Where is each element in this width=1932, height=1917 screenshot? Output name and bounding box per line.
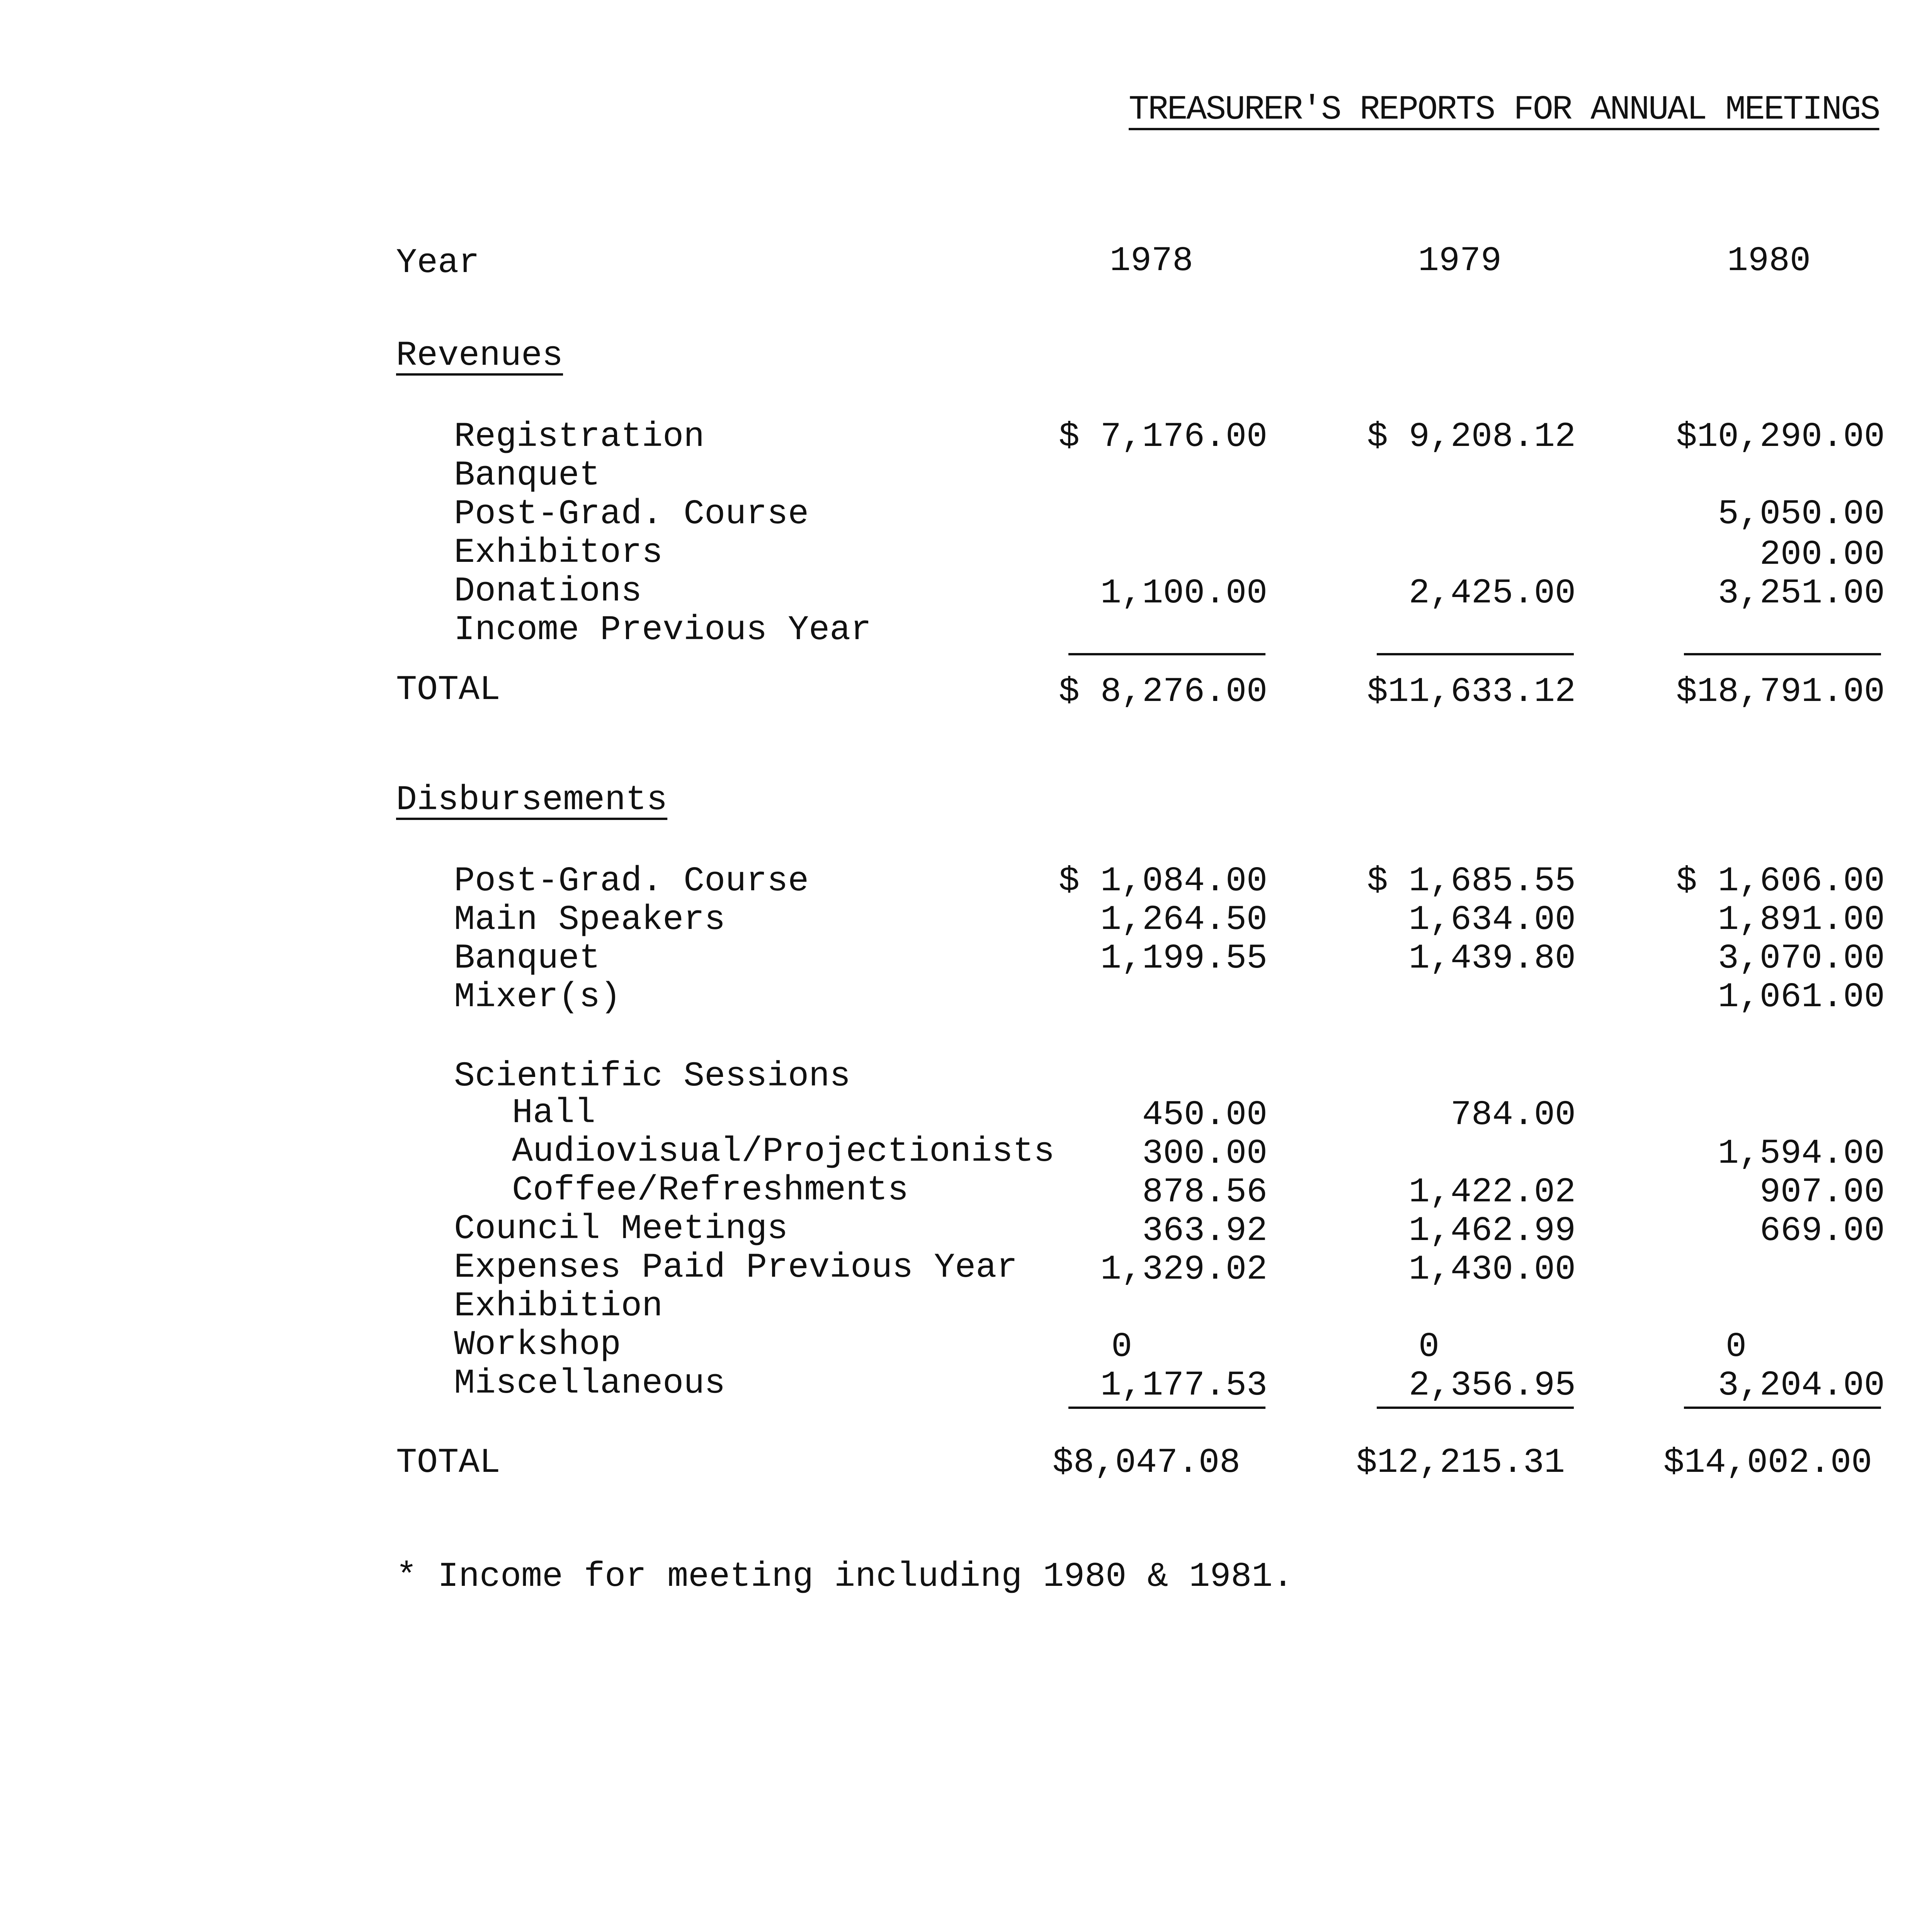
year-1979: 1979	[1418, 242, 1502, 281]
value-cell: 5,050.00	[1718, 495, 1885, 534]
row-label: Workshop	[454, 1325, 621, 1365]
subtotal-rule	[1377, 653, 1574, 655]
subtotal-rule	[1377, 1407, 1574, 1409]
report-title: TREASURER'S REPORTS FOR ANNUAL MEETINGS	[1129, 91, 1879, 129]
value-cell: 878.56	[1142, 1173, 1267, 1212]
value-cell: $ 1,685.55	[1367, 862, 1576, 901]
value-cell: 1,329.02	[1100, 1250, 1267, 1289]
value-cell: 2,356.95	[1408, 1366, 1576, 1405]
row-label: Main Speakers	[454, 900, 726, 940]
total-label: TOTAL	[396, 670, 501, 710]
row-label: Exhibition	[454, 1287, 663, 1326]
value-cell: 200.00	[1759, 535, 1885, 575]
total-value: $14,002.00	[1663, 1443, 1872, 1483]
year-1978: 1978	[1109, 242, 1194, 281]
row-label: Coffee/Refreshments	[512, 1171, 909, 1210]
value-cell: $ 7,176.00	[1058, 417, 1267, 457]
value-cell: 1,199.55	[1100, 939, 1267, 978]
value-cell: $ 9,208.12	[1367, 417, 1576, 457]
value-cell: 1,634.00	[1408, 900, 1576, 940]
value-cell: 1,891.00	[1718, 900, 1885, 940]
value-cell: 363.92	[1142, 1211, 1267, 1251]
row-label: Donations	[454, 572, 642, 611]
value-cell: 1,177.53	[1100, 1366, 1267, 1405]
value-cell: 1,594.00	[1718, 1134, 1885, 1174]
total-label: TOTAL	[396, 1443, 501, 1483]
row-label: Miscellaneous	[454, 1364, 726, 1403]
value-cell: $10,290.00	[1676, 417, 1885, 457]
value-cell: 1,462.99	[1408, 1211, 1576, 1251]
subtotal-rule	[1068, 653, 1265, 655]
value-cell: $ 1,084.00	[1058, 862, 1267, 901]
total-value: $11,633.12	[1367, 672, 1576, 712]
row-label: Income Previous Year	[454, 611, 872, 650]
row-label: Council Meetings	[454, 1209, 788, 1249]
subtotal-rule	[1068, 1407, 1265, 1409]
total-value: $ 8,276.00	[1058, 672, 1267, 712]
row-label: Banquet	[454, 456, 600, 495]
value-cell: 3,251.00	[1718, 574, 1885, 613]
value-cell: 1,439.80	[1408, 939, 1576, 978]
total-value: $18,791.00	[1676, 672, 1885, 712]
footnote: * Income for meeting including 1980 & 1981.	[396, 1557, 1294, 1597]
row-label: Scientific Sessions	[454, 1057, 851, 1096]
row-label: Hall	[512, 1094, 596, 1133]
year-label: Year	[396, 243, 480, 283]
row-label: Post-Grad. Course	[454, 495, 809, 534]
value-cell: 3,070.00	[1718, 939, 1885, 978]
value-cell: 1,422.02	[1408, 1173, 1576, 1212]
disbursements-heading: Disbursements	[396, 781, 668, 820]
value-cell: 1,264.50	[1100, 900, 1267, 940]
revenues-heading: Revenues	[396, 336, 563, 376]
row-label: Expenses Paid Previous Year	[454, 1248, 1018, 1288]
row-label: Audiovisual/Projectionists	[512, 1132, 1055, 1172]
value-cell: 0	[1418, 1327, 1439, 1367]
value-cell: 669.00	[1759, 1211, 1885, 1251]
value-cell: 0	[1725, 1327, 1747, 1367]
row-label: Mixer(s)	[454, 978, 621, 1017]
value-cell	[1828, 1211, 1932, 1251]
value-cell: 3,204.00	[1718, 1366, 1885, 1405]
value-cell	[1828, 1095, 1932, 1135]
value-cell: 450.00	[1142, 1095, 1267, 1135]
value-cell: 2,425.00	[1408, 574, 1576, 613]
row-label: Post-Grad. Course	[454, 862, 809, 901]
value-cell: 784.00	[1450, 1095, 1576, 1135]
value-cell: 1,430.00	[1408, 1250, 1576, 1289]
year-1980: 1980	[1727, 242, 1811, 281]
row-label: Exhibitors	[454, 533, 663, 573]
value-cell: 907.00	[1759, 1173, 1885, 1212]
value-cell: 1,100.00	[1100, 574, 1267, 613]
value-cell: $ 1,606.00	[1676, 862, 1885, 901]
value-cell: 0	[1111, 1327, 1132, 1367]
value-cell: 1,061.00	[1718, 978, 1885, 1017]
row-label: Banquet	[454, 939, 600, 978]
total-value: $12,215.31	[1356, 1443, 1565, 1483]
total-value: $8,047.08	[1052, 1443, 1240, 1483]
row-label: Registration	[454, 417, 705, 457]
value-cell: 300.00	[1142, 1134, 1267, 1174]
subtotal-rule	[1684, 653, 1881, 655]
subtotal-rule	[1684, 1407, 1881, 1409]
